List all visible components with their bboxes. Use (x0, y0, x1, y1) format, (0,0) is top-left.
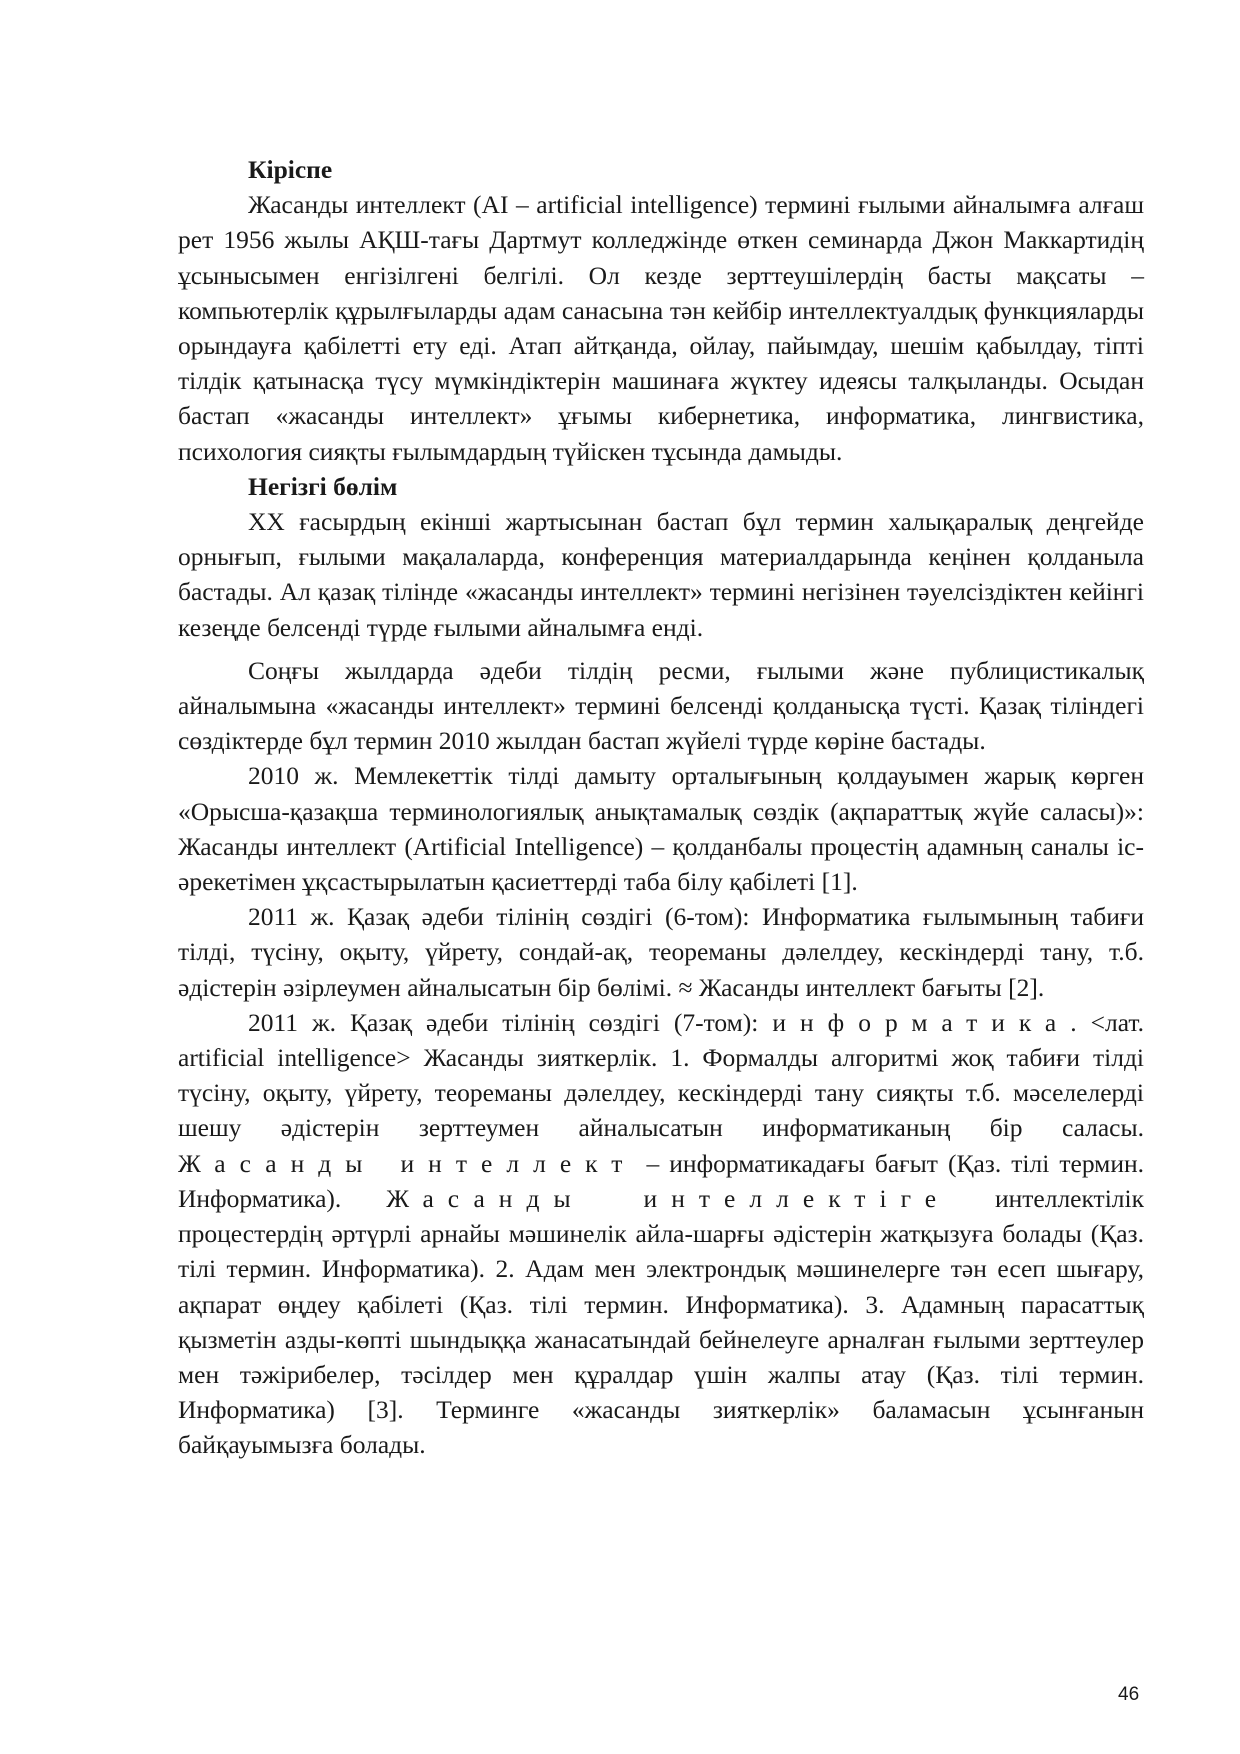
document-body (178, 152, 1144, 1463)
main-paragraph-5 (178, 1005, 1144, 1463)
main-paragraph-3: 2010 ж. Мемлекеттік тілді дамыту орталығының қолдауымен жарық көрген «Орысша-қазақша терминологиялық анықтамалық сөздік (ақпараттық жүйе саласы)»: Жасанды интеллект (Artificial Intelligence) – қолданбалы процестің адамның саналы іс-әрекетімен ұқсастырылатын қасиеттерді таба білу қабілеті [1]. (178, 761, 1144, 897)
p5-part3: – информатикадағы бағыт (Қаз. тілі термин. Информатика). (178, 1148, 1144, 1213)
main-paragraph-4: 2011 ж. Қазақ әдеби тілінің сөздігі (6-том): Информатика ғылымының табиғи тілді, түсіну, оқыту, үйрету, сондай-ақ, теореманы дәлелдеу, кескіндерді тану, т.б. әдістерін әзірлеумен айналысатын бір бөлімі. ≈ Жасанды интеллект бағыты [2]. (178, 902, 1144, 1002)
intro-paragraph: Жасанды интеллект (AI – artificial intelligence) термині ғылыми айналымға алғаш рет 1956 жылы АҚШ-тағы Дартмут колледжінде өткен семинарда Джон Маккартидің ұсынысымен енгізілгені белгілі. Ол кезде зерттеушілердің басты мақсаты – компьютерлік құрылғыларды адам санасына тән кейбір интеллектуалдық функцияларды орындауға қабілетті ету еді. Атап айтқанда, ойлау, пайымдау, шешім қабылдау, тіпті тілдік қатынасқа түсу мүмкіндіктерін машинаға жүктеу идеясы талқыланды. Осыдан бастап «жасанды интеллект» ұғымы кибернетика, информатика, лингвистика, психология сияқты ғылымдардың түйіскен тұсында дамыды. (178, 190, 1144, 466)
intro-heading: Кіріспе (248, 155, 333, 184)
p5-term-zhasandy-intellekt: Жасанды интеллект (178, 1148, 637, 1178)
p5-part1: 2011 ж. Қазақ әдеби тілінің сөздігі (7-том): (248, 1007, 773, 1037)
p5-part4: интеллектілік процестердің әртүрлі арнайы мәшинелік айла-шарғы әдістерін жатқызуға болады (Қаз. тілі термин. Информатика). 2. Адам мен электрондық мәшинелерге тән есеп шығару, ақпарат өңдеу қабілеті (Қаз. тілі термин. Информатика). 3. Адамның парасаттық қызметін азды-көпті шындыққа жанасатындай бейнелеуге арналған ғылыми зерттеулер мен тәжірибелер, тәсілдер мен құралдар үшін жалпы атау (Қаз. тілі термин. Информатика) [3]. Терминге «жасанды зияткерлік» баламасын ұсынғанын байқауымызға болады. (178, 1183, 1144, 1460)
main-heading: Негізгі бөлім (248, 471, 398, 501)
main-paragraph-2: Соңғы жылдарда әдеби тілдің ресми, ғылыми және публицистикалық айналымына «жасанды интеллект» термині белсенді қолданысқа түсті. Қазақ тіліндегі сөздіктерде бұл термин 2010 жылдан бастап жүйелі түрде көріне бастады. (178, 655, 1144, 756)
main-paragraph-1: ХХ ғасырдың екінші жартысынан бастап бұл термин халықаралық деңгейде орнығып, ғылыми мақалаларда, конференция материалдарында кеңінен қолданыла бастады. Ал қазақ тілінде «жасанды интеллект» термині негізінен тәуелсіздіктен кейінгі кезеңде белсенді түрде ғылыми айналымға енді. (178, 507, 1144, 642)
p5-part2: . <лат. artificial intelligence> Жасанды зияткерлік. 1. Формалды алгоритмі жоқ табиғи тілді түсіну, оқыту, үйрету, теореманы дәлелдеу, кескіндерді тану сияқты т.б. мәселелерді шешу әдістерін зерттеумен айналысатын информатиканың бір саласы. (178, 1007, 1144, 1143)
p5-term-informatika: информатика (772, 1007, 1071, 1037)
p5-term-zhasandy-intellektige: Жасанды интеллектіге (386, 1183, 951, 1213)
page-number: 46 (1118, 1684, 1140, 1705)
